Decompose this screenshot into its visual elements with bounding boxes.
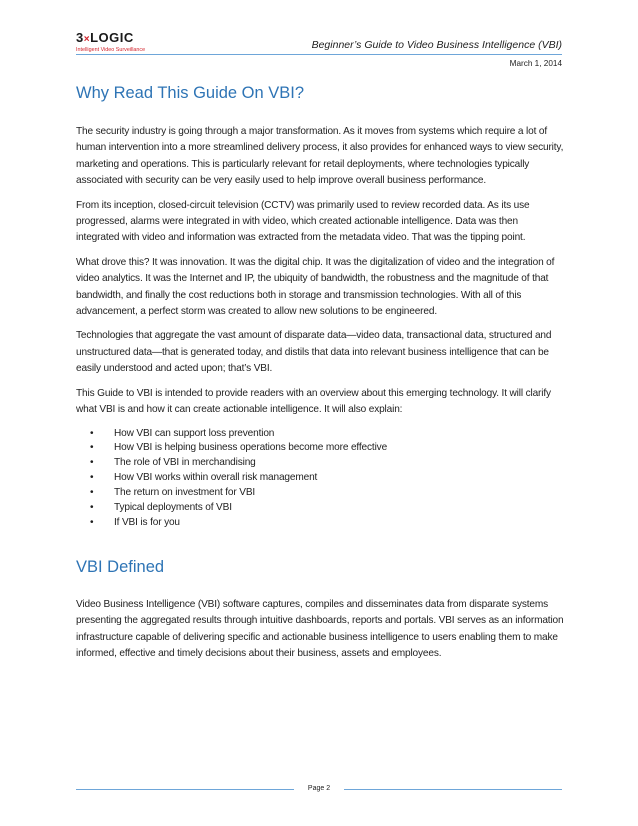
list-item (76, 441, 564, 456)
bullet-icon: • (90, 487, 94, 499)
page-content (76, 84, 564, 670)
list-item (76, 456, 564, 471)
bullet-icon: • (90, 472, 94, 484)
bullet-icon: • (90, 442, 94, 454)
section-heading-why-read: Why Read This Guide On VBI? (76, 84, 305, 102)
list-item (76, 516, 564, 531)
bullet-icon: • (90, 457, 94, 469)
page-number: Page 2 (307, 785, 331, 792)
topic-list (76, 427, 564, 531)
paragraph: What drove this? It was innovation. It was the digital chip. It was the digitalization of video and the integration of video analytics. It was the Internet and IP, the ubiquity of bandwidth, the robustness and the magnitude of that bandwidth, and finally the cost reductions both in storage and transmission technologies. With all of this advancement, a perfect storm was created to allow new solutions to be engineered. (76, 256, 555, 318)
list-item-text: How VBI works within overall risk management (114, 472, 318, 484)
header-divider (76, 54, 562, 55)
list-item (76, 427, 564, 442)
bullet-icon: • (90, 502, 94, 514)
logo-wordmark-b: LOGIC (90, 30, 134, 45)
paragraph: Technologies that aggregate the vast amount of disparate data—video data, transactional data, structured and unstructured data—that is generated today, and distils that data into relevant business intelligence that can be easily understood and acted upon; that’s VBI. (76, 330, 552, 375)
list-item (76, 501, 564, 516)
bullet-icon: • (90, 516, 94, 528)
document-date: March 1, 2014 (509, 59, 562, 68)
footer-divider-right (344, 789, 562, 790)
document-title: Beginner’s Guide to Video Business Intelligence (VBI) (311, 39, 562, 51)
list-item-text: The role of VBI in merchandising (114, 457, 256, 469)
list-item-text: Typical deployments of VBI (114, 502, 232, 514)
logo-wordmark (76, 32, 145, 46)
logo-wordmark-a: 3 (76, 30, 84, 45)
logo-wordmark-x: × (83, 34, 91, 45)
list-item-text: If VBI is for you (114, 516, 180, 528)
list-item-text: The return on investment for VBI (114, 487, 256, 499)
section-heading-vbi-defined: VBI Defined (76, 557, 165, 576)
paragraph: The security industry is going through a major transformation. As it moves from systems which require a lot of human intervention into a more streamlined delivery process, it also provides for enhanced ways to view security, marketing and operations. This is particularly relevant for retail deployments, where technologies typically associated with security can be very easily used to help improve overall business performance. (76, 126, 564, 187)
paragraph: From its inception, closed-circuit television (CCTV) was primarily used to review recorded data. As its use progressed, alarms were integrated in with video, which created actionable intelligence. Data was then integrated with video and information was extracted from the metadata video. That was the tipping point. (76, 199, 530, 244)
footer-divider-left (76, 789, 294, 790)
paragraph: This Guide to VBI is intended to provide readers with an overview about this emerging technology. It will clarify what VBI is and how it can create actionable intelligence. It will also explain: (76, 387, 551, 416)
logo-tagline: Intelligent Video Surveillance (76, 47, 146, 53)
list-item-text: How VBI can support loss prevention (114, 427, 275, 439)
list-item (76, 471, 564, 486)
list-item (76, 486, 564, 501)
company-logo (76, 32, 145, 53)
bullet-icon: • (90, 427, 94, 439)
list-item-text: How VBI is helping business operations become more effective (114, 442, 388, 454)
paragraph: Video Business Intelligence (VBI) software captures, compiles and disseminates data from disparate systems presenting the aggregated results through intuitive dashboards, reports and portals. VBI serves as an information infrastructure capable of delivering specific and actionable business intelligence to users enabling them to make informed, effective and timely decisions about their business, assets and employees. (76, 598, 564, 660)
